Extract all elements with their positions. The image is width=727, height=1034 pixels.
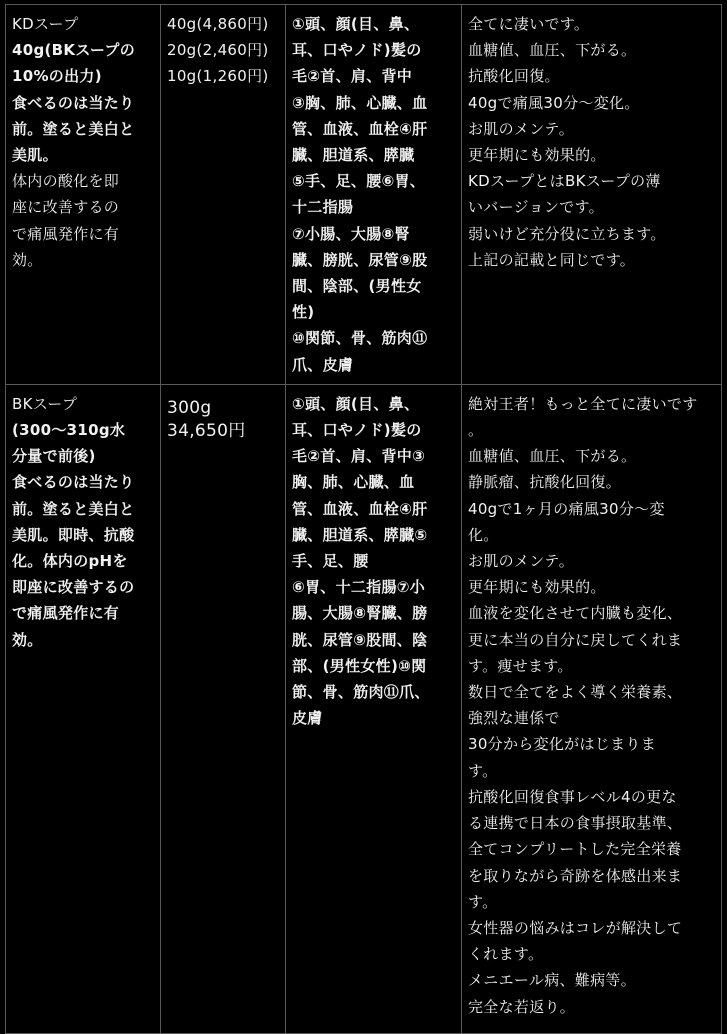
- effect-line: で痛風発作に有: [12, 604, 120, 623]
- description-line: KDスープとはBKスープの薄: [468, 172, 661, 191]
- body-parts-cell: [286, 384, 462, 1033]
- description-line: 全てコンプリートした完全栄養: [468, 840, 682, 859]
- body-parts-line: 部、(男性女性)⑩関: [292, 656, 427, 675]
- price-line: 40g(4,860円): [167, 15, 269, 33]
- effect-line: 前。塗ると美白と: [12, 499, 135, 518]
- description-line: を取りながら奇跡を体感出来ま: [468, 866, 683, 885]
- description-line: 更年期にも効果的。: [468, 578, 606, 597]
- body-parts-line: 胱、尿管⑨股間、陰: [292, 630, 428, 649]
- description-cell: [462, 5, 722, 385]
- description-line: 抗酸化回復。: [468, 67, 560, 86]
- body-parts-line: 臓、胆道系、膵臓⑤: [292, 525, 428, 544]
- effect-line: 食べるのは当たり: [12, 473, 135, 492]
- description-line: 弱いけど充分役に立ちます。: [468, 224, 666, 243]
- description-line: お肌のメンテ。: [468, 552, 575, 571]
- body-parts-line: ⑦小腸、大腸⑧腎: [292, 224, 410, 243]
- description-line: 血液を変化させて内臓も変化、: [468, 604, 683, 623]
- description-line: 血糖値、血圧、下がる。: [468, 447, 637, 466]
- description-cell: [462, 384, 722, 1033]
- description-line: 化。: [468, 525, 499, 544]
- table-row: [6, 5, 722, 385]
- body-parts-line: 耳、口やノド)髪の: [292, 41, 422, 60]
- effect-line: 美肌。: [12, 146, 58, 165]
- body-parts-line: 毛②首、肩、背中③: [292, 447, 426, 466]
- body-parts-line: 爪、皮膚: [292, 355, 354, 374]
- price-line: 10g(1,260円): [167, 67, 269, 86]
- description-line: 全てに凄いです。: [468, 15, 590, 33]
- effect-line: 分量で前後): [12, 447, 96, 466]
- description-line: くれます。: [468, 945, 544, 964]
- body-parts-line: ③胸、肺、心臓、血: [292, 93, 428, 112]
- description-line: す。痩せます。: [468, 656, 573, 675]
- effect-line: 食べるのは当たり: [12, 93, 135, 112]
- product-name-cell: [6, 5, 161, 385]
- body-parts-line: 管、血液、血栓④肝: [292, 499, 428, 518]
- description-line: す。: [468, 892, 498, 911]
- description-line: 血糖値、血圧、下がる。: [468, 41, 637, 60]
- effect-line: 美肌。即時、抗酸: [12, 525, 135, 544]
- description-line: 更に本当の自分に戻してくれま: [468, 630, 683, 649]
- body-parts-line: 耳、口やノド)髪の: [292, 421, 422, 440]
- effect-line: 化。体内のpHを: [12, 552, 128, 571]
- description-line: 女性器の悩みはコレが解決して: [468, 918, 683, 937]
- description-line: 40gで1ヶ月の痛風30分〜変: [468, 499, 665, 518]
- body-parts-cell: [286, 5, 462, 385]
- description-line: 静脈瘤、抗酸化回復。: [468, 473, 622, 492]
- product-name: KDスープ: [12, 15, 79, 33]
- body-parts-line: ⑩関節、骨、筋肉⑪: [292, 329, 428, 348]
- description-line: 40gで痛風30分〜変化。: [468, 93, 640, 112]
- table-row: [6, 384, 722, 1033]
- description-line: 更年期にも効果的。: [468, 146, 606, 165]
- description-line: いバージョンです。: [468, 198, 604, 217]
- effect-line: で痛風発作に有: [12, 224, 120, 243]
- body-parts-line: 毛②首、肩、背中: [292, 67, 413, 86]
- description-line: メニエール病、難病等。: [468, 971, 637, 990]
- body-parts-line: ⑥胃、十二指腸⑦小: [292, 578, 426, 597]
- body-parts-line: 手、足、腰: [292, 552, 369, 571]
- price-cell: [161, 5, 286, 385]
- description-line: 。: [468, 421, 484, 440]
- product-table: [5, 4, 722, 1034]
- product-subtitle-line: 40g(BKスープの: [12, 41, 136, 60]
- description-line: 絶対王者！もっと全てに凄いです: [468, 394, 698, 413]
- body-parts-line: ①頭、顔(目、鼻、: [292, 394, 420, 413]
- description-line: す。: [468, 761, 498, 780]
- body-parts-line: 性): [292, 303, 315, 322]
- description-line: 上記の記載と同じです。: [468, 250, 636, 269]
- body-parts-line: 臓、胆道系、膵臓: [292, 146, 415, 165]
- body-parts-line: ①頭、顔(目、鼻、: [292, 15, 420, 33]
- description-line: る連携で日本の食事摂取基準、: [468, 814, 683, 833]
- effect-line: 体内の酸化を即: [12, 172, 120, 191]
- product-name-cell: [6, 384, 161, 1033]
- product-name: BKスープ: [12, 394, 78, 413]
- body-parts-line: 十二指腸: [292, 198, 354, 217]
- effect-line: 即座に改善するの: [12, 578, 135, 597]
- description-line: 30分から変化がはじまりま: [468, 735, 656, 754]
- effect-line: 座に改善するの: [12, 198, 120, 217]
- body-parts-line: 間、陰部、(男性女: [292, 277, 422, 296]
- price-cell: [161, 384, 286, 1033]
- body-parts-line: ⑤手、足、腰⑥胃、: [292, 172, 426, 191]
- effect-line: 効。: [12, 250, 43, 269]
- effect-line: 前。塗ると美白と: [12, 119, 135, 138]
- effect-line: 効。: [12, 630, 43, 649]
- description-line: 抗酸化回復食事レベル4の更な: [468, 787, 677, 806]
- product-subtitle-line: 10%の出力): [12, 67, 102, 86]
- body-parts-line: 腸、大腸⑧腎臓、膀: [292, 604, 428, 623]
- body-parts-line: 臓、膀胱、尿管⑨股: [292, 250, 428, 269]
- description-line: 数日で全てをよく導く栄養素、: [468, 683, 683, 702]
- description-line: 完全な若返り。: [468, 997, 576, 1016]
- description-line: お肌のメンテ。: [468, 119, 575, 138]
- body-parts-line: 皮膚: [292, 709, 323, 728]
- body-parts-line: 胸、肺、心臓、血: [292, 473, 415, 492]
- price-line: 20g(2,460円): [167, 41, 269, 60]
- effect-line: (300〜310g水: [12, 421, 126, 440]
- description-line: 強烈な連係で: [468, 709, 560, 728]
- body-parts-line: 管、血液、血栓④肝: [292, 119, 428, 138]
- price-line: 300g: [167, 397, 212, 418]
- price-line: 34,650円: [167, 421, 246, 442]
- body-parts-line: 節、骨、筋肉⑪爪、: [292, 683, 430, 702]
